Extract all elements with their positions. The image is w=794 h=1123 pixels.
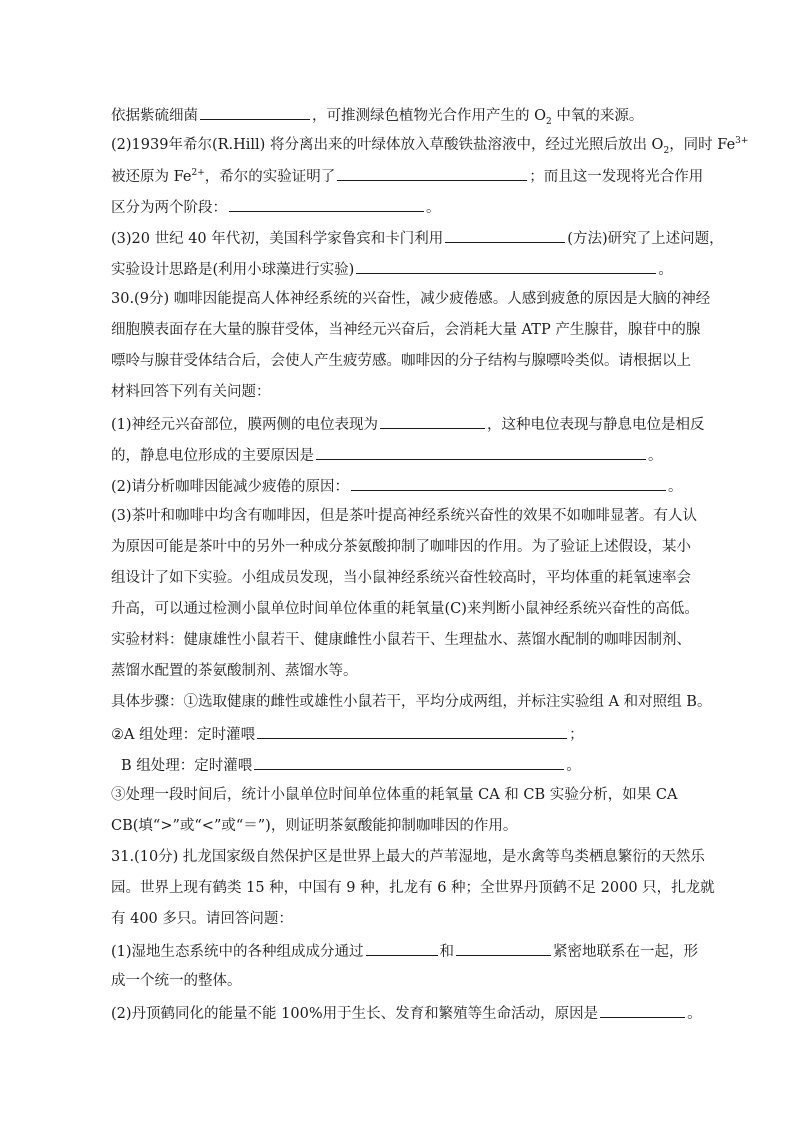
text-segment: 30.(9分) 咖啡因能提高人体神经系统的兴奋性，减少疲倦感。人感到疲惫的原因是大脑的神经 <box>111 291 711 307</box>
text-segment: CB(填“>”或“<”或“＝”)，则证明茶氨酸能抑制咖啡因的作用。 <box>111 818 518 834</box>
text-line <box>111 351 701 371</box>
text-line <box>111 289 711 309</box>
text-line <box>111 1002 701 1024</box>
text-line <box>111 104 701 126</box>
text-line <box>111 630 701 650</box>
text-segment: (1)神经元兴奋部位，膜两侧的电位表现为 <box>111 417 379 433</box>
text-line <box>111 475 701 497</box>
text-segment: 实验设计思路是(利用小球藻进行实验) <box>111 262 355 278</box>
text-segment: 31.(10分) 扎龙国家级自然保护区是世界上最大的芦苇湿地，是水禽等鸟类栖息繁衍的天然乐 <box>111 849 705 865</box>
text-segment: 区分为两个阶段： <box>111 200 227 216</box>
text-line <box>111 692 712 712</box>
answer-blank[interactable] <box>445 227 565 243</box>
text-segment: 有 400 多只。请回答问题： <box>111 911 293 927</box>
subscript: 2 <box>663 145 670 156</box>
answer-blank[interactable] <box>200 104 310 120</box>
text-segment: 材料回答下列有关问题： <box>111 384 271 400</box>
text-segment: 依据紫硫细菌 <box>111 108 198 124</box>
text-segment: (2)丹顶鹤同化的能量不能 100%用于生长、发育和繁殖等生命活动，原因是 <box>111 1006 599 1022</box>
text-line <box>111 506 701 526</box>
text-segment: (2)1939年希尔(R.Hill) 将分离出来的叶绿体放入草酸铁盐溶液中，经过光照后放出 O <box>111 137 664 153</box>
text-segment: 。 <box>668 479 683 495</box>
text-line <box>111 537 701 557</box>
answer-blank[interactable] <box>356 258 656 274</box>
text-segment: ； <box>569 727 584 743</box>
text-line <box>111 227 724 249</box>
text-segment: 为原因可能是茶叶中的另外一种成分茶氨酸抑制了咖啡因的作用。为了验证上述假设，某小 <box>111 539 691 555</box>
answer-blank[interactable] <box>229 196 424 212</box>
answer-blank[interactable] <box>380 413 485 429</box>
text-line <box>111 940 701 962</box>
text-segment: 紧密地联系在一起，形 <box>553 944 699 960</box>
text-segment: 。 <box>648 448 663 464</box>
answer-blank[interactable] <box>254 754 564 770</box>
text-segment: (1)湿地生态系统中的各种组成成分通过 <box>111 944 364 960</box>
text-segment: 组设计了如下实验。小组成员发现，当小鼠神经系统兴奋性较高时，平均体重的耗氧速率会 <box>111 570 691 586</box>
answer-blank[interactable] <box>337 165 527 181</box>
text-line <box>111 661 701 681</box>
answer-blank[interactable] <box>257 723 567 739</box>
text-segment: 实验材料：健康雄性小鼠若干、健康雌性小鼠若干、生理盐水、蒸馏水配制的咖啡因制剂、 <box>111 632 691 648</box>
text-segment: 中氧的来源。 <box>551 108 644 124</box>
answer-blank[interactable] <box>366 940 438 956</box>
text-segment: ，这种电位表现与静息电位是相反 <box>487 417 705 433</box>
superscript: 3+ <box>735 136 749 147</box>
text-segment: 升高，可以通过检测小鼠单位时间单位体重的耗氧量(C)来判断小鼠神经系统兴奋性的高低。 <box>111 601 699 617</box>
text-line <box>111 599 701 619</box>
text-line <box>111 909 701 929</box>
answer-blank[interactable] <box>456 940 551 956</box>
text-segment: 嘌呤与腺苷受体结合后，会使人产生疲劳感。咖啡因的分子结构与腺嘌呤类似。请根据以上 <box>111 353 691 369</box>
text-segment: 具体步骤：①选取健康的雌性或雄性小鼠若干，平均分成两组，并标注实验组 A 和对照组 B。 <box>111 694 712 710</box>
answer-blank[interactable] <box>316 444 646 460</box>
text-segment: ②A 组处理：定时灌喂 <box>111 727 256 743</box>
text-segment: ③处理一段时间后，统计小鼠单位时间单位体重的耗氧量 CA 和 CB 实验分析，如果 CA <box>111 787 678 803</box>
text-segment: 被还原为 Fe <box>111 169 192 185</box>
text-segment: 。 <box>687 1006 702 1022</box>
text-segment: 的，静息电位形成的主要原因是 <box>111 448 314 464</box>
text-segment: ，同时 Fe <box>669 137 736 153</box>
answer-blank[interactable] <box>351 475 666 491</box>
text-segment: 和 <box>439 944 455 960</box>
text-segment: 成一个统一的整体。 <box>111 973 242 989</box>
text-segment: 。 <box>658 262 673 278</box>
text-line <box>111 413 705 435</box>
text-segment: 蒸馏水配置的茶氨酸制剂、蒸馏水等。 <box>111 663 358 679</box>
text-line <box>111 320 701 340</box>
text-line <box>111 847 705 867</box>
text-segment: (3)20 世纪 40 年代初，美国科学家鲁宾和卡门利用 <box>111 231 444 247</box>
text-line <box>111 785 701 805</box>
text-line <box>111 165 704 187</box>
text-segment: 。 <box>426 200 441 216</box>
answer-blank[interactable] <box>600 1002 685 1018</box>
text-line <box>111 568 701 588</box>
text-line <box>111 723 701 745</box>
text-segment: B 组处理：定时灌喂 <box>121 758 253 774</box>
text-line <box>111 878 715 898</box>
text-segment: 细胞膜表面存在大量的腺苷受体，当神经元兴奋后，会消耗大量 ATP 产生腺苷，腺苷中的腺 <box>111 322 701 338</box>
subscript: 2 <box>546 116 552 127</box>
text-segment: 。 <box>566 758 581 774</box>
text-line <box>121 754 711 776</box>
text-segment: ，希尔的实验证明了 <box>204 169 336 185</box>
text-segment: (3)茶叶和咖啡中均含有咖啡因，但是茶叶提高神经系统兴奋性的效果不如咖啡显著。有人认 <box>111 508 698 524</box>
text-line <box>111 382 701 402</box>
text-line <box>111 971 701 991</box>
text-segment: ；而且这一发现将光合作用 <box>529 169 704 185</box>
superscript: 2+ <box>191 168 205 179</box>
text-segment: (2)请分析咖啡因能减少疲倦的原因： <box>111 479 350 495</box>
text-segment: ，可推测绿色植物光合作用产生的 O <box>312 108 546 124</box>
text-segment: 园。世界上现有鹤类 15 种，中国有 9 种，扎龙有 6 种；全世界丹顶鹤不足 2000 只，扎龙就 <box>111 880 715 896</box>
text-line <box>111 816 701 836</box>
text-line <box>111 258 701 280</box>
text-line <box>111 135 749 156</box>
text-line <box>111 196 701 218</box>
text-line <box>111 444 701 466</box>
text-segment: (方法)研究了上述问题， <box>567 231 724 247</box>
